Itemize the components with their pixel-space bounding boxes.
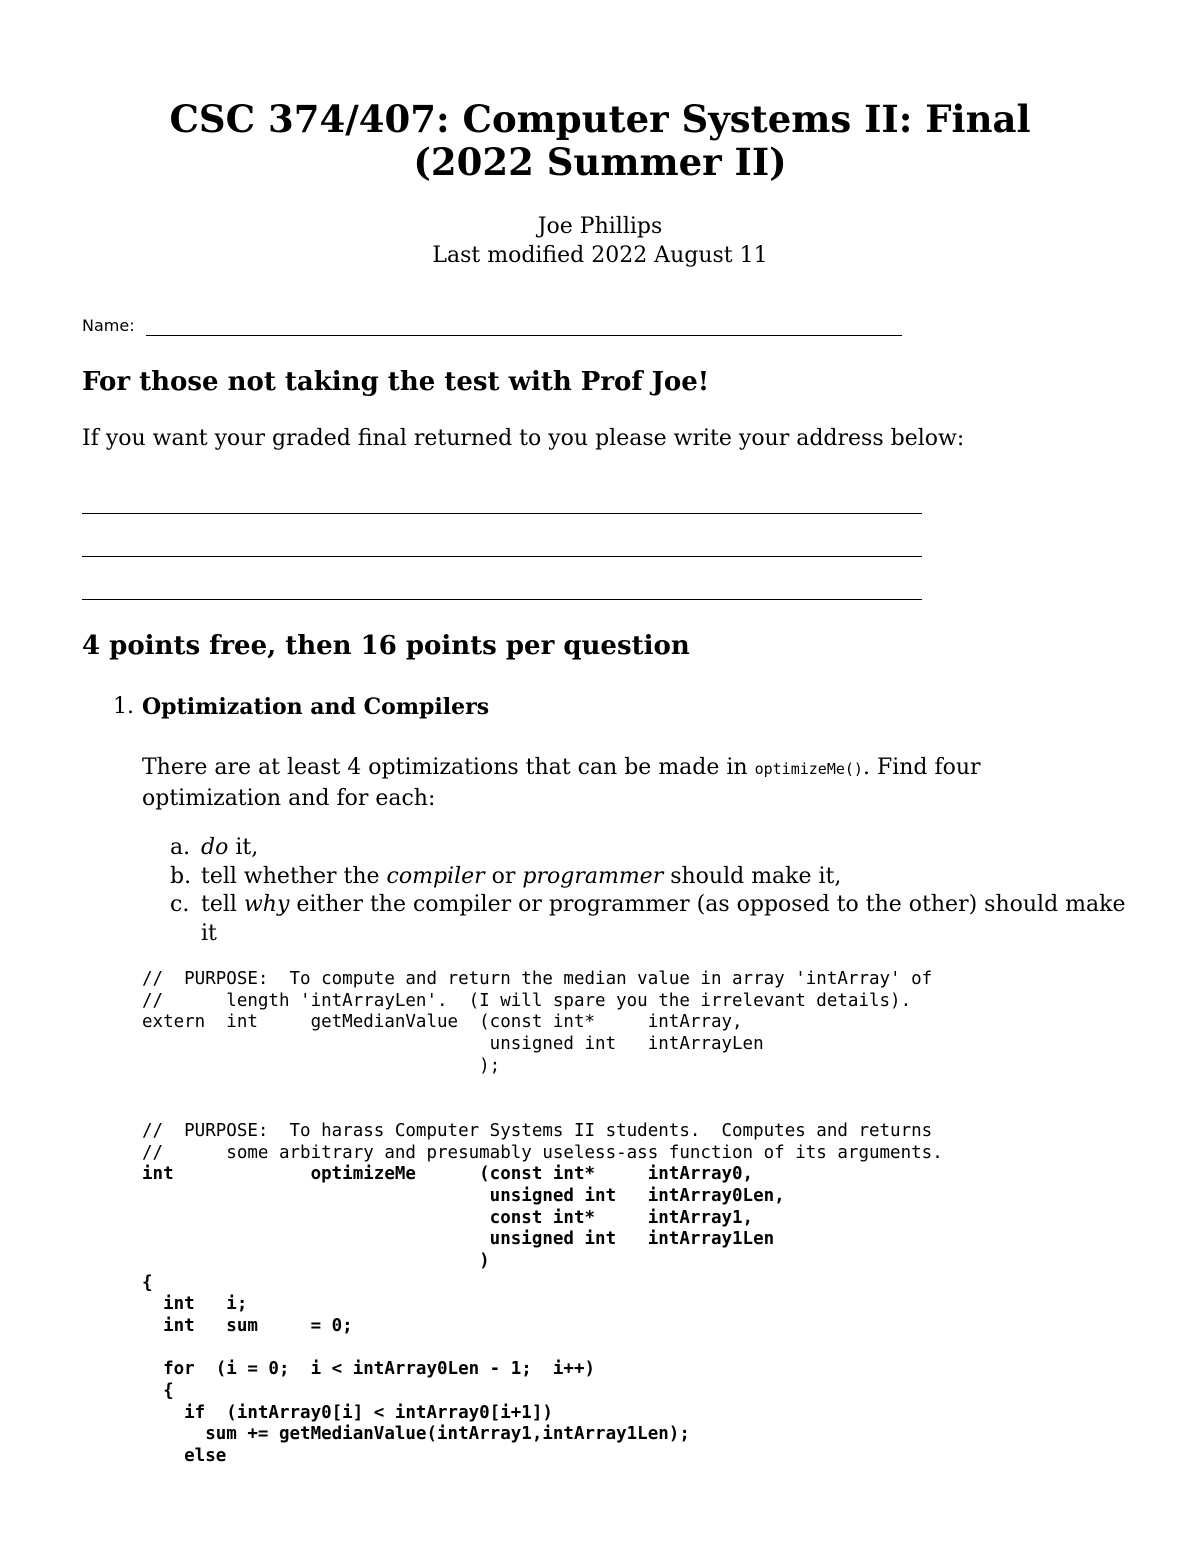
text: or [484,864,523,889]
code-line [142,1099,943,1121]
address-line-2[interactable] [82,556,922,557]
code-line: { [142,1381,174,1402]
code-line: unsigned int intArrayLen [142,1034,764,1055]
list-item-text [201,890,1131,948]
emphasis: programmer [522,864,664,889]
emphasis: why [243,892,290,917]
list-item-text [201,862,1131,891]
code-line: // PURPOSE: To compute and return the median value in array 'intArray' of [142,969,933,989]
title-line-2: (2022 Summer II) [413,140,787,184]
list-marker: c. [170,892,190,917]
name-label: Name: [82,316,135,335]
code-line: // length 'intArrayLen'. (I will spare you the irrelevant details). [142,990,912,1011]
code-line: unsigned int intArray0Len, [142,1185,785,1206]
code-line: sum += getMedianValue(intArray1,intArray1Len); [142,1424,690,1445]
question-intro [142,753,1102,813]
question-number: 1. [113,694,134,719]
author: Joe Phillips [537,214,663,239]
text: tell [201,892,244,917]
function-name-code: optimizeMe() [754,760,863,778]
emphasis: compiler [386,864,485,889]
code-line: else [142,1446,227,1467]
code-line: if (intArray0[i] < intArray0[i+1]) [142,1402,553,1423]
text: it, [228,835,259,860]
code-line: int optimizeMe (const int* intArray0, [142,1164,754,1185]
name-write-line[interactable] [146,335,902,336]
last-modified: Last modified 2022 August 11 [432,243,768,268]
code-line: // some arbitrary and presumably useless-ass function of its arguments. [142,1142,943,1163]
code-line: // PURPOSE: To harass Computer Systems II students. Computes and returns [142,1120,933,1141]
page-title [0,98,1200,184]
address-line-3[interactable] [82,599,922,600]
title-line-1: CSC 374/407: Computer Systems II: Final [169,97,1031,141]
text: tell whether the [201,864,387,889]
code-line: const int* intArray1, [142,1207,754,1228]
list-item-text [201,833,1131,862]
address-instruction: If you want your graded final returned to you please write your address below: [82,426,965,451]
emphasis: do [201,835,229,860]
code-line: int i; [142,1294,248,1315]
code-line: int sum = 0; [142,1316,353,1336]
list-marker: b. [170,864,192,889]
code-line: ) [142,1250,490,1271]
points-heading: 4 points free, then 16 points per question [82,631,690,661]
notice-heading: For those not taking the test with Prof Joe! [82,367,710,397]
code-line [142,1077,943,1099]
address-line-1[interactable] [82,513,922,514]
text: either the compiler or programmer (as opposed to the other) should make it [201,892,1126,946]
code-block [142,969,943,1468]
question-title: Optimization and Compilers [142,694,490,720]
list-marker: a. [170,835,191,860]
code-line [142,1338,943,1360]
question-intro-text-end: . Find four optimization and for each: [142,755,981,811]
code-line: ); [142,1055,501,1076]
code-line: { [142,1272,153,1293]
text: should make it, [663,864,842,889]
code-line: for (i = 0; i < intArray0Len - 1; i++) [142,1359,596,1380]
code-line: extern int getMedianValue (const int* intArray, [142,1012,743,1033]
question-intro-text: There are at least 4 optimizations that can be made in [142,755,755,780]
code-line: unsigned int intArray1Len [142,1229,775,1250]
name-field[interactable] [82,314,902,338]
